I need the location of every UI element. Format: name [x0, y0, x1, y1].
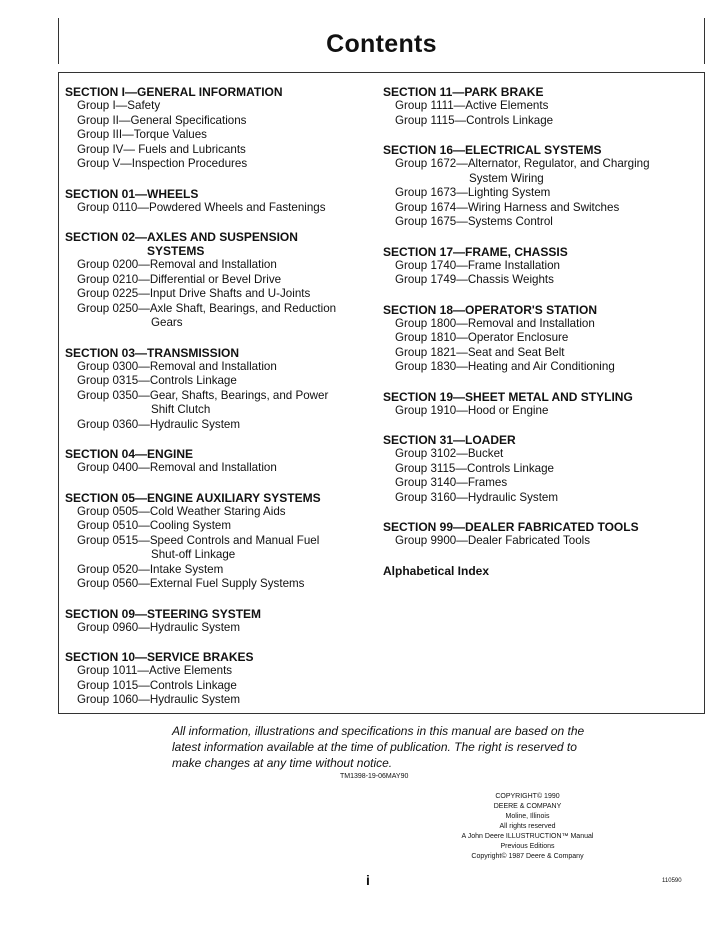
contents-box	[58, 72, 705, 714]
section-title-text: SECTION 04—ENGINE	[65, 447, 194, 461]
group-text: Group II—General Specifications	[77, 113, 247, 127]
section-title-text: SECTION I—GENERAL INFORMATION	[65, 85, 283, 99]
section-title-text: SECTION 99—DEALER FABRICATED TOOLS	[383, 520, 639, 534]
group-text: Group 0250—Axle Shaft, Bearings, and Reduction	[77, 301, 337, 315]
corner-code: 110590	[662, 878, 682, 884]
section-title[interactable]	[65, 230, 375, 258]
left-column	[65, 85, 375, 723]
section-title[interactable]	[65, 607, 375, 621]
toc-group-entry[interactable]	[383, 491, 695, 506]
copyright-line: Copyright© 1987 Deere & Company	[471, 853, 584, 860]
toc-group-entry[interactable]	[383, 331, 695, 346]
toc-section	[65, 85, 375, 172]
group-text: Group 0210—Differential or Bevel Drive	[77, 272, 282, 286]
section-title[interactable]	[383, 303, 695, 317]
copyright-line: All rights reserved	[499, 823, 556, 830]
toc-group-entry[interactable]	[65, 360, 375, 375]
group-text: Group 0510—Cooling System	[77, 519, 232, 532]
toc-group-entry[interactable]	[65, 389, 375, 418]
group-text: Group 1115—Controls Linkage	[395, 113, 554, 127]
copyright-line: DEERE & COMPANY	[493, 803, 562, 810]
toc-group-entry[interactable]	[65, 157, 375, 172]
section-title-continued: SYSTEMS	[147, 244, 205, 258]
section-title-text: SECTION 18—OPERATOR'S STATION	[383, 302, 597, 317]
group-text: Group 3140—Frames	[395, 476, 508, 489]
toc-section	[65, 607, 375, 636]
toc-group-entry[interactable]	[65, 201, 375, 216]
toc-group-entry[interactable]	[383, 157, 695, 186]
group-text: Group 3102—Bucket	[395, 447, 504, 460]
section-title-text: SECTION 11—PARK BRAKE	[383, 85, 544, 99]
toc-section	[65, 346, 375, 433]
section-title[interactable]	[65, 447, 375, 461]
group-text: Group 1810—Operator Enclosure	[395, 331, 569, 344]
group-text: Group I—Safety	[77, 99, 161, 112]
toc-section	[65, 650, 375, 708]
toc-group-entry[interactable]	[65, 273, 375, 288]
group-text: Group 1015—Controls Linkage	[77, 678, 237, 692]
group-text: Group IV— Fuels and Lubricants	[77, 142, 246, 156]
group-text: Group 1674—Wiring Harness and Switches	[395, 200, 620, 214]
copyright-line: A John Deere ILLUSTRUCTION™ Manual	[461, 833, 594, 840]
group-text: Group 1740—Frame Installation	[395, 258, 560, 272]
toc-group-entry[interactable]	[383, 317, 695, 332]
toc-group-entry[interactable]	[383, 360, 695, 375]
alphabetical-index-link[interactable]: Alphabetical Index	[383, 563, 490, 578]
toc-group-entry[interactable]	[383, 273, 695, 288]
toc-group-entry[interactable]	[65, 374, 375, 389]
group-text: Group 3160—Hydraulic System	[395, 490, 559, 504]
group-text: Group 0350—Gear, Shafts, Bearings, and Power	[77, 388, 329, 402]
toc-group-entry[interactable]	[383, 404, 695, 419]
group-text: Group 0360—Hydraulic System	[77, 417, 241, 431]
toc-section	[383, 303, 695, 375]
toc-group-entry[interactable]	[383, 215, 695, 230]
toc-group-entry[interactable]	[383, 346, 695, 361]
toc-group-entry[interactable]	[65, 519, 375, 534]
toc-section	[383, 245, 695, 288]
toc-group-entry[interactable]	[383, 201, 695, 216]
section-title-text: SECTION 02—AXLES AND SUSPENSION	[65, 230, 298, 244]
toc-group-entry[interactable]	[65, 99, 375, 114]
section-title[interactable]	[383, 433, 695, 447]
section-title-text: SECTION 19—SHEET METAL AND STYLING	[383, 389, 633, 404]
toc-group-entry[interactable]	[65, 563, 375, 578]
copyright-block	[440, 792, 615, 862]
toc-group-entry[interactable]	[65, 418, 375, 433]
toc-group-entry[interactable]	[383, 476, 695, 491]
group-text: Group 0960—Hydraulic System	[77, 620, 241, 634]
section-title[interactable]	[65, 650, 375, 664]
section-title[interactable]	[65, 491, 375, 505]
page-title: Contents	[326, 30, 437, 58]
toc-group-entry[interactable]	[65, 679, 375, 694]
title-box	[58, 18, 705, 64]
toc-group-entry[interactable]	[65, 114, 375, 129]
section-title-text: SECTION 16—ELECTRICAL SYSTEMS	[383, 143, 602, 157]
toc-group-entry[interactable]	[65, 302, 375, 331]
group-text: Group 0400—Removal and Installation	[77, 461, 277, 474]
section-title-text: SECTION 09—STEERING SYSTEM	[65, 606, 262, 621]
toc-group-entry[interactable]	[383, 114, 695, 129]
group-text: Group 1111—Active Elements	[395, 99, 549, 112]
group-text: Group 1821—Seat and Seat Belt	[395, 345, 565, 359]
group-text: Group 0315—Controls Linkage	[77, 374, 237, 387]
section-title[interactable]	[65, 85, 375, 99]
toc-group-entry[interactable]	[383, 534, 695, 549]
section-title-text: SECTION 31—LOADER	[383, 433, 516, 447]
toc-group-entry[interactable]	[65, 505, 375, 520]
section-title[interactable]	[383, 390, 695, 404]
group-text: Group 1675—Systems Control	[395, 215, 553, 228]
toc-group-entry[interactable]	[65, 664, 375, 679]
group-text: Group 0520—Intake System	[77, 562, 224, 576]
group-text: Group 3115—Controls Linkage	[395, 461, 554, 475]
toc-group-entry[interactable]	[383, 462, 695, 477]
group-text: Group 1673—Lighting System	[395, 186, 551, 199]
group-text: Group 1060—Hydraulic System	[77, 693, 241, 706]
toc-group-entry[interactable]	[65, 143, 375, 158]
section-title[interactable]	[383, 85, 695, 99]
toc-group-entry[interactable]	[65, 621, 375, 636]
group-text: Group 0515—Speed Controls and Manual Fuel	[77, 533, 320, 547]
section-title[interactable]	[65, 187, 375, 201]
copyright-line: Previous Editions	[500, 843, 555, 850]
section-title[interactable]	[65, 346, 375, 360]
group-text: Group 0110—Powdered Wheels and Fastenings	[77, 200, 326, 214]
group-text: Group V—Inspection Procedures	[77, 157, 248, 170]
toc-group-entry[interactable]	[65, 287, 375, 302]
group-text-continued: Shut-off Linkage	[151, 548, 236, 561]
disclaimer-notice: All information, illustrations and specifications in this manual are based on the latest information available at the time of publication. The right is reserved to make changes at any time without notice.	[172, 724, 585, 770]
section-title-text: SECTION 03—TRANSMISSION	[65, 345, 240, 360]
section-title[interactable]	[383, 520, 695, 534]
copyright-line: COPYRIGHT© 1990	[495, 793, 560, 800]
toc-section	[383, 520, 695, 549]
group-text: Group III—Torque Values	[77, 128, 207, 141]
toc-section	[65, 447, 375, 476]
section-title[interactable]	[383, 143, 695, 157]
toc-group-entry[interactable]	[383, 99, 695, 114]
toc-group-entry[interactable]	[383, 186, 695, 201]
group-text: Group 9900—Dealer Fabricated Tools	[395, 534, 591, 547]
toc-section	[65, 230, 375, 331]
toc-group-entry[interactable]	[65, 577, 375, 592]
toc-section	[383, 433, 695, 505]
toc-group-entry[interactable]	[383, 259, 695, 274]
section-title[interactable]	[383, 245, 695, 259]
toc-section	[65, 491, 375, 592]
section-title-text: SECTION 17—FRAME, CHASSIS	[383, 244, 568, 259]
group-text-continued: Shift Clutch	[151, 403, 211, 416]
document-code: TM1398-19-06MAY90	[340, 773, 409, 780]
page-number: i	[366, 872, 370, 888]
section-title-text: SECTION 01—WHEELS	[65, 186, 199, 201]
toc-section	[383, 143, 695, 230]
group-text-continued: Gears	[151, 316, 183, 329]
group-text: Group 0200—Removal and Installation	[77, 258, 277, 271]
toc-group-entry[interactable]	[65, 128, 375, 143]
toc-group-entry[interactable]	[65, 461, 375, 476]
toc-section	[65, 187, 375, 216]
group-text: Group 0225—Input Drive Shafts and U-Joints	[77, 287, 311, 300]
right-column	[383, 85, 695, 578]
toc-group-entry[interactable]	[383, 447, 695, 462]
toc-group-entry[interactable]	[65, 258, 375, 273]
group-text: Group 1011—Active Elements	[77, 664, 233, 677]
group-text-continued: System Wiring	[469, 171, 544, 185]
group-text: Group 1830—Heating and Air Conditioning	[395, 360, 615, 373]
section-title-text: SECTION 05—ENGINE AUXILIARY SYSTEMS	[65, 490, 321, 505]
toc-group-entry[interactable]	[65, 693, 375, 708]
group-text: Group 1800—Removal and Installation	[395, 316, 595, 330]
group-text: Group 1749—Chassis Weights	[395, 273, 554, 286]
group-text: Group 1910—Hood or Engine	[395, 403, 549, 417]
group-text: Group 0560—External Fuel Supply Systems	[77, 577, 305, 590]
section-title-text: SECTION 10—SERVICE BRAKES	[65, 650, 254, 664]
group-text: Group 0300—Removal and Installation	[77, 359, 277, 373]
group-text: Group 0505—Cold Weather Staring Aids	[77, 504, 286, 518]
toc-section	[383, 390, 695, 419]
copyright-line: Moline, Illinois	[505, 813, 550, 820]
group-text: Group 1672—Alternator, Regulator, and Charging	[395, 157, 650, 170]
toc-section	[383, 85, 695, 128]
toc-group-entry[interactable]	[65, 534, 375, 563]
